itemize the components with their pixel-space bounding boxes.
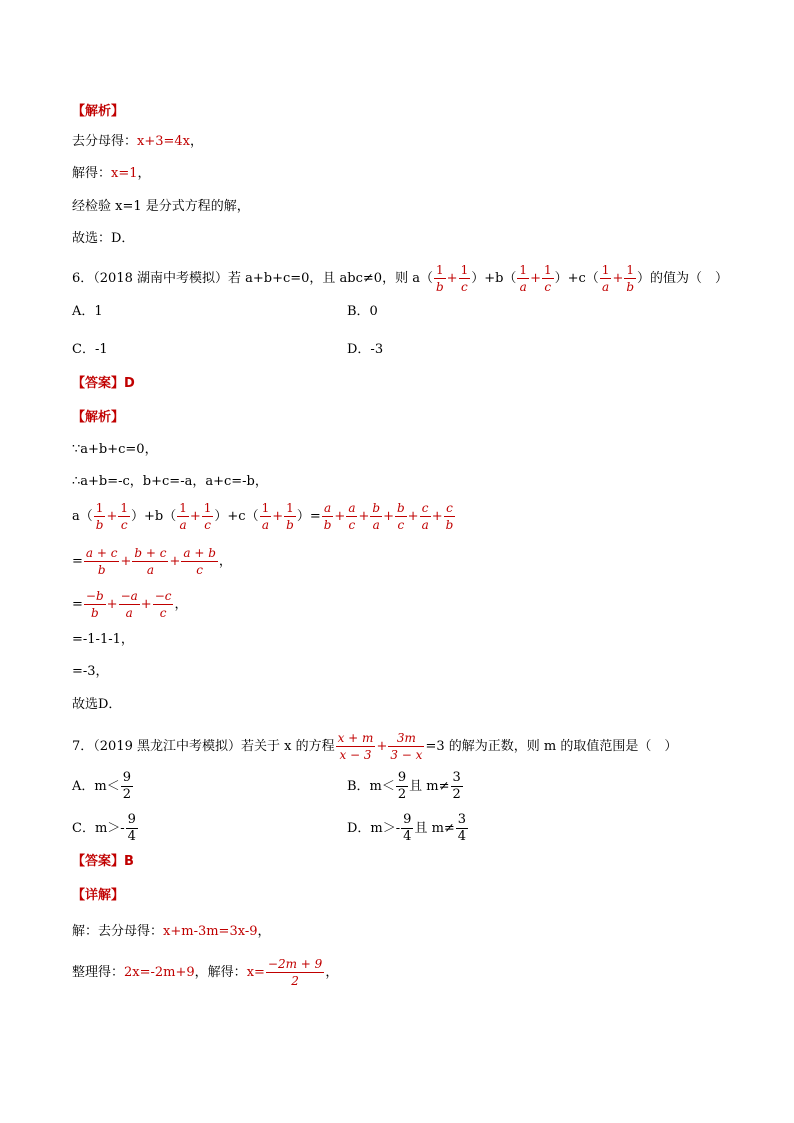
q7-step-2: 整理得：2x=-2m+9，解得：x= $\frac{-2m + 9}{2}$ ， [72,957,339,988]
analysis-conclusion: 故选：D． [72,231,135,246]
q7-option-c: C．m＞- $\frac{9}{4}$ [72,812,136,844]
q6-step-5: = $\frac{-b}{b}$ + $\frac{-a}{a}$ + $\frac{-c}{c}$ ， [72,589,188,620]
q7-option-a: A．m＜ $\frac{9}{2}$ [72,770,131,802]
question-7-stem: 7．（2019 黑龙江中考模拟）若关于 x 的方程 $\frac{x + m}{x - 3}$ + $\frac{3m}{3 - x}$ =3 的解为正数，则 m 的取值范围是（ ） [72,731,678,762]
q6-step-3: a（ $\frac{1}{b}$ + $\frac{1}{c}$ ）+b（ $\frac{1}{a}$ + $\frac{1}{c}$ ）+c（ $\frac{1}{a}$ + $\frac{1}{b}$ ）= $\frac{a}{b}$ + $\frac{a}{c}$ + $\frac{b}{a}$ + $\frac{b}{c}$ + $\frac{c}{a}$ + $\frac{c}{b}$ [72,501,454,532]
analysis-step-1: 去分母得：x+3=4x， [72,134,204,149]
q6-option-a: A．1 [72,304,103,319]
q6-conclusion: 故选D． [72,697,122,712]
q6-option-b: B．0 [347,304,378,319]
q6-step-1: ∵a+b+c=0， [72,442,158,457]
q7-answer: 【答案】B [72,854,134,869]
q6-step-4: = $\frac{a + c}{b}$ + $\frac{b + c}{a}$ + $\frac{a + b}{c}$ ， [72,546,232,577]
q6-step-6: =-1-1-1， [72,632,134,647]
q7-option-d: D．m＞- $\frac{9}{4}$ 且 m≠ $\frac{3}{4}$ [347,812,467,844]
q7-option-b: B．m＜ $\frac{9}{2}$ 且 m≠ $\frac{3}{2}$ [347,770,461,802]
analysis-step-2: 解得：x=1， [72,166,151,181]
analysis-step-3: 经检验 x=1 是分式方程的解， [72,199,250,214]
question-6-stem: 6．（2018 湖南中考模拟）若 a+b+c=0，且 abc≠0，则 a（ $\frac{1}{b}$ + $\frac{1}{c}$ ）+b（ $\frac{1}{a}$ + $\frac{1}{c}$ ）+c（ $\frac{1}{a}$ + $\frac{1}{b}$ ）的值为（ ） [72,263,729,294]
q6-step-2: ∴a+b=-c，b+c=-a，a+c=-b， [72,474,268,489]
q7-detail-header: 【详解】 [72,888,125,903]
q6-option-d: D．-3 [347,342,384,357]
q6-analysis-header: 【解析】 [72,410,125,425]
q6-answer: 【答案】D [72,376,135,391]
q6-option-c: C．-1 [72,342,108,357]
analysis-header: 【解析】 [72,104,125,119]
q7-step-1: 解：去分母得：x+m-3m=3x-9， [72,924,271,939]
q6-step-7: =-3， [72,664,109,679]
